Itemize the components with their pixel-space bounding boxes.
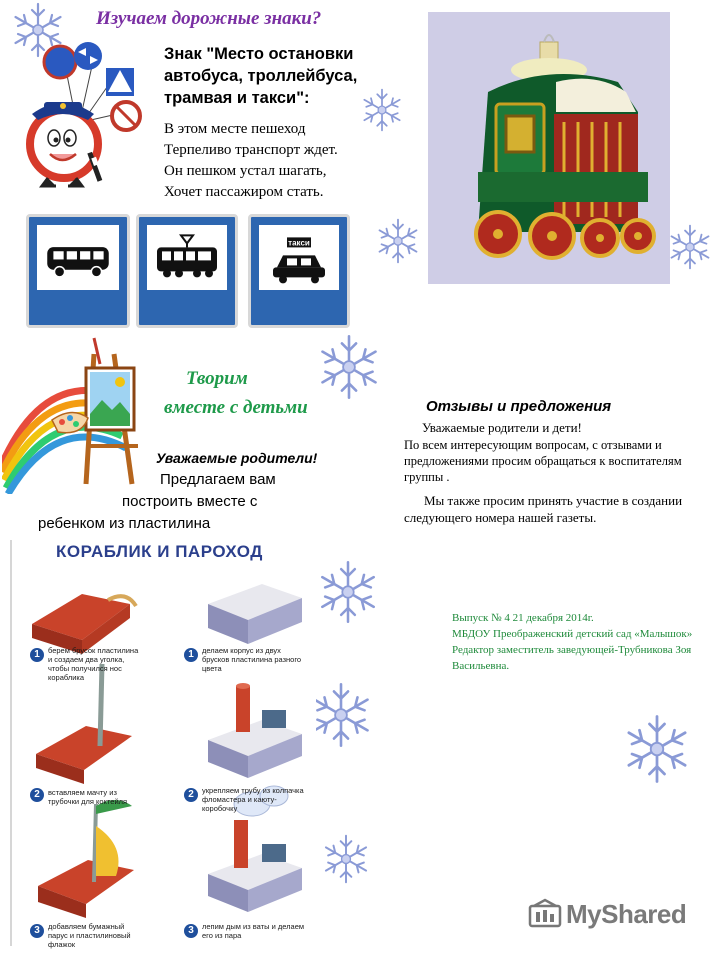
poem-line: Он пешком устал шагать, [164, 163, 327, 179]
sign-poem [164, 119, 338, 203]
create-text-line3: ребенком из пластилина [38, 515, 211, 532]
instruction-illustrations [12, 564, 316, 946]
step-text: делаем корпус из двух брусков пластилина разного цвета [202, 646, 302, 673]
create-text-line2: построить вместе с [122, 493, 258, 510]
taxi-icon [259, 225, 339, 290]
step-text: лепим дым из ваты и делаем его из пара [202, 922, 305, 940]
poem-line: В этом месте пешеход [164, 121, 306, 137]
sign-heading [164, 43, 357, 109]
step-number: 2 [30, 788, 44, 802]
snowflake-icon [618, 714, 696, 784]
step-text: укрепляем трубу из колпачка фломастера и каюту-коробочку [202, 786, 304, 813]
step-number: 1 [30, 648, 44, 662]
page-title: Изучаем дорожные знаки? [96, 8, 322, 29]
tram-icon [147, 225, 227, 290]
instructions-title: КОРАБЛИК И ПАРОХОД [56, 542, 263, 561]
parents-greeting: Уважаемые родители! [156, 450, 318, 466]
myshared-watermark[interactable] [528, 896, 686, 932]
easel-rainbow-illustration [2, 334, 152, 494]
snowflake-icon [664, 224, 716, 270]
poem-line: Терпеливо транспорт ждет. [164, 142, 338, 158]
snowflake-icon [312, 560, 384, 624]
poem-line: Хочет пассажиром стать. [164, 184, 324, 200]
plasticine-instructions [10, 540, 316, 949]
imprint-issue-line: Выпуск № 4 21 декабря 2014г. [452, 612, 594, 624]
create-title-line1: Творим [186, 368, 248, 389]
feedback-paragraph: По всем интересующим вопросам, с отзывами и предложениями просим обращаться к воспитателям группы . [404, 438, 682, 484]
create-title-line2: вместе с детьми [164, 397, 308, 418]
step-number: 3 [184, 924, 198, 938]
taxi-stand-sign [248, 214, 350, 328]
step-text: берем брусок пластилина и создаем два уголка, чтобы получился нос кораблика [48, 646, 139, 682]
step-number: 3 [30, 924, 44, 938]
train-ornament-photo [428, 12, 670, 284]
snowflake-icon [318, 834, 374, 884]
taxi-label: такси [288, 238, 310, 248]
step-number: 2 [184, 788, 198, 802]
tram-stop-sign [136, 214, 238, 328]
snowflake-icon [358, 88, 406, 132]
sign-heading-line: автобуса, троллейбуса, [164, 67, 358, 85]
feedback-greeting: Уважаемые родители и дети! [422, 420, 582, 435]
myshared-logo-text: MyShared [566, 898, 687, 929]
traffic-mascot-illustration [14, 40, 154, 190]
feedback-paragraph: Мы также просим принять участие в создании следующего номера нашей газеты. [404, 493, 683, 525]
feedback-title: Отзывы и предложения [426, 398, 612, 415]
train-ornament-image [428, 12, 670, 284]
issue-imprint [452, 610, 702, 674]
step-text: добавляем бумажный парус и пластилиновый флажок [48, 922, 131, 949]
step-number: 1 [184, 648, 198, 662]
snowflake-icon [312, 334, 386, 400]
step-text: вставляем мачту из трубочки для коктейля [48, 788, 128, 806]
snowflake-icon [372, 218, 424, 264]
sign-heading-line: трамвая и такси": [164, 89, 310, 107]
imprint-publisher: МБДОУ Преображенский детский сад «Малышок» Редактор заместитель заведующей-Трубникова Зоя Васильевна. [452, 628, 693, 672]
myshared-logo-icon [528, 898, 562, 930]
sign-heading-line: Знак "Место остановки [164, 45, 354, 63]
bus-stop-sign [26, 214, 130, 328]
bus-icon [37, 225, 119, 290]
create-text-line1: Предлагаем вам [160, 471, 276, 488]
